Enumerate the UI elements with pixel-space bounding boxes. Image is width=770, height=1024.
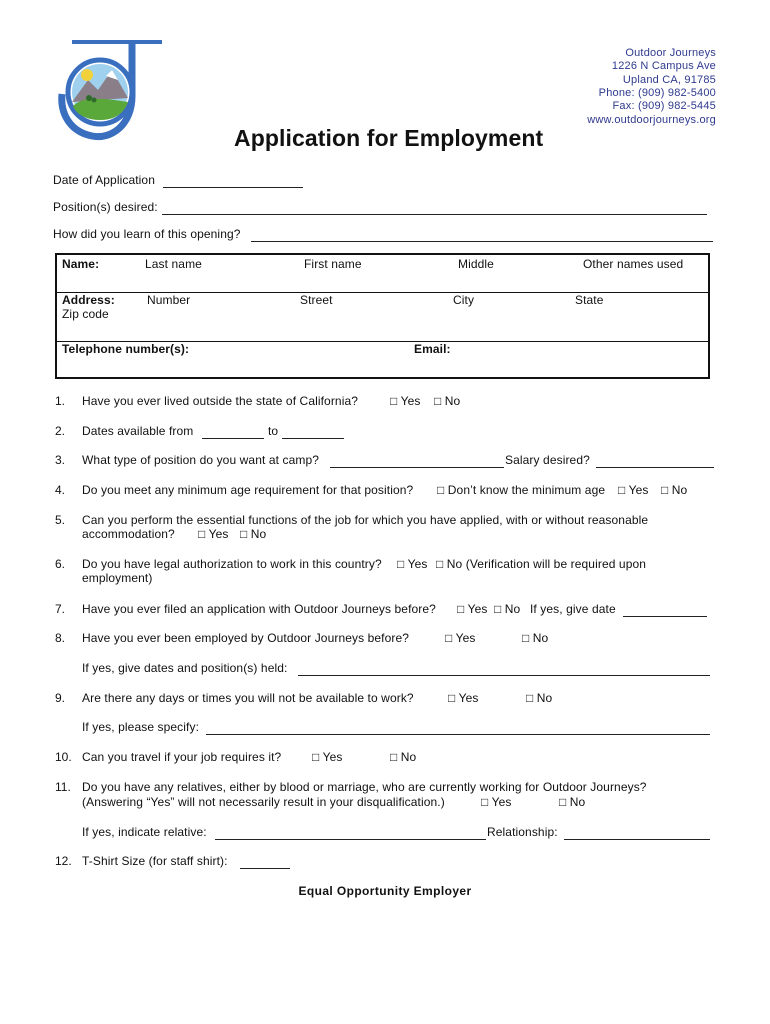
q11-relationship-field[interactable] xyxy=(564,825,710,840)
q11-relative-field[interactable] xyxy=(215,825,486,840)
q1-number: 1. xyxy=(55,394,66,408)
q5-yes-checkbox[interactable]: □ Yes xyxy=(198,527,229,541)
q8-followup-label: If yes, give dates and position(s) held: xyxy=(82,661,288,675)
positions-desired-label: Position(s) desired: xyxy=(53,200,158,214)
address-street-label: Street xyxy=(300,293,333,307)
q11-relationship-label: Relationship: xyxy=(487,825,558,839)
q12-number: 12. xyxy=(55,854,72,868)
q5-number: 5. xyxy=(55,513,66,527)
personal-info-box xyxy=(55,253,710,379)
q2-to-field[interactable] xyxy=(282,424,344,439)
q6-no-checkbox[interactable]: □ No (Verification will be required upon xyxy=(436,557,647,571)
q3-salary-field[interactable] xyxy=(596,453,714,468)
q11-text-line1: Do you have any relatives, either by blood or marriage, who are currently working for Outdoor Journeys? xyxy=(82,780,647,794)
date-of-application-label: Date of Application xyxy=(53,173,155,187)
q1-no-checkbox[interactable]: □ No xyxy=(434,394,461,408)
how-learned-field[interactable] xyxy=(251,227,713,242)
q7-date-field[interactable] xyxy=(623,602,707,617)
last-name-label: Last name xyxy=(145,257,202,271)
q2-number: 2. xyxy=(55,424,66,438)
q1-text: Have you ever lived outside the state of California? xyxy=(82,394,359,408)
middle-name-label: Middle xyxy=(458,257,494,271)
address-city-label: City xyxy=(453,293,475,307)
q6-text-line1: Do you have legal authorization to work in this country? xyxy=(82,557,382,571)
q4-no-checkbox[interactable]: □ No xyxy=(661,483,688,497)
q11-yes-checkbox[interactable]: □ Yes xyxy=(481,795,512,809)
q4-dont-know-checkbox[interactable]: □ Don’t know the minimum age xyxy=(437,483,606,497)
q3-text: What type of position do you want at camp? xyxy=(82,453,319,467)
name-label: Name: xyxy=(62,257,100,271)
q3-number: 3. xyxy=(55,453,66,467)
q7-text: Have you ever filed an application with Outdoor Journeys before? xyxy=(82,602,436,616)
q6-yes-checkbox[interactable]: □ Yes xyxy=(397,557,428,571)
email-label: Email: xyxy=(414,342,451,356)
outdoor-journeys-logo xyxy=(58,36,168,144)
org-website: www.outdoorjourneys.org xyxy=(587,114,716,126)
org-name: Outdoor Journeys xyxy=(625,47,716,59)
q9-number: 9. xyxy=(55,691,66,705)
org-fax: Fax: (909) 982-5445 xyxy=(612,100,716,112)
q4-number: 4. xyxy=(55,483,66,497)
equal-opportunity-footer: Equal Opportunity Employer xyxy=(298,884,472,898)
address-label: Address: xyxy=(62,293,115,307)
q8-text: Have you ever been employed by Outdoor Journeys before? xyxy=(82,631,410,645)
q4-yes-checkbox[interactable]: □ Yes xyxy=(618,483,649,497)
first-name-label: First name xyxy=(304,257,362,271)
q7-yes-checkbox[interactable]: □ Yes xyxy=(457,602,488,616)
q8-number: 8. xyxy=(55,631,66,645)
q8-no-checkbox[interactable]: □ No xyxy=(522,631,549,645)
q6-text-line2: employment) xyxy=(82,571,153,585)
q9-followup-field[interactable] xyxy=(206,720,710,735)
org-city: Upland CA, 91785 xyxy=(622,74,716,86)
q7-number: 7. xyxy=(55,602,66,616)
q2-text: Dates available from xyxy=(82,424,194,438)
q5-text-line1: Can you perform the essential functions of the job for which you have applied, with or without reasonable xyxy=(82,513,649,527)
telephone-label: Telephone number(s): xyxy=(62,342,190,356)
q5-no-checkbox[interactable]: □ No xyxy=(240,527,267,541)
q9-text: Are there any days or times you will not be available to work? xyxy=(82,691,414,705)
q12-text: T-Shirt Size (for staff shirt): xyxy=(82,854,228,868)
q12-size-field[interactable] xyxy=(240,854,290,869)
q9-no-checkbox[interactable]: □ No xyxy=(526,691,553,705)
q1-yes-checkbox[interactable]: □ Yes xyxy=(390,394,421,408)
q9-yes-checkbox[interactable]: □ Yes xyxy=(448,691,479,705)
q4-text: Do you meet any minimum age requirement for that position? xyxy=(82,483,414,497)
q5-text-line2: accommodation? xyxy=(82,527,175,541)
q10-number: 10. xyxy=(55,750,72,764)
address-number-label: Number xyxy=(147,293,191,307)
q10-no-checkbox[interactable]: □ No xyxy=(390,750,417,764)
address-zip-label: Zip code xyxy=(62,307,109,321)
q6-number: 6. xyxy=(55,557,66,571)
q3-position-field[interactable] xyxy=(330,453,504,468)
q8-followup-field[interactable] xyxy=(298,661,710,676)
q10-text: Can you travel if your job requires it? xyxy=(82,750,282,764)
org-phone: Phone: (909) 982-5400 xyxy=(598,87,716,99)
q11-number: 11. xyxy=(55,780,71,794)
q11-followup-label: If yes, indicate relative: xyxy=(82,825,207,839)
q10-yes-checkbox[interactable]: □ Yes xyxy=(312,750,343,764)
address-state-label: State xyxy=(575,293,604,307)
q8-yes-checkbox[interactable]: □ Yes xyxy=(445,631,476,645)
org-street: 1226 N Campus Ave xyxy=(611,60,716,72)
how-learned-label: How did you learn of this opening? xyxy=(53,227,241,241)
q9-followup-label: If yes, please specify: xyxy=(82,720,200,734)
q7-no-checkbox[interactable]: □ No xyxy=(494,602,521,616)
other-names-label: Other names used xyxy=(583,257,684,271)
q2-from-field[interactable] xyxy=(202,424,264,439)
q3-salary-label: Salary desired? xyxy=(505,453,590,467)
q11-text-line2: (Answering “Yes” will not necessarily result in your disqualification.) xyxy=(82,795,445,809)
page-title: Application for Employment xyxy=(234,125,544,151)
date-of-application-field[interactable] xyxy=(163,173,303,188)
positions-desired-field[interactable] xyxy=(162,200,707,215)
q2-to-label: to xyxy=(268,424,279,438)
q7-if-yes-label: If yes, give date xyxy=(530,602,616,616)
q11-no-checkbox[interactable]: □ No xyxy=(559,795,586,809)
